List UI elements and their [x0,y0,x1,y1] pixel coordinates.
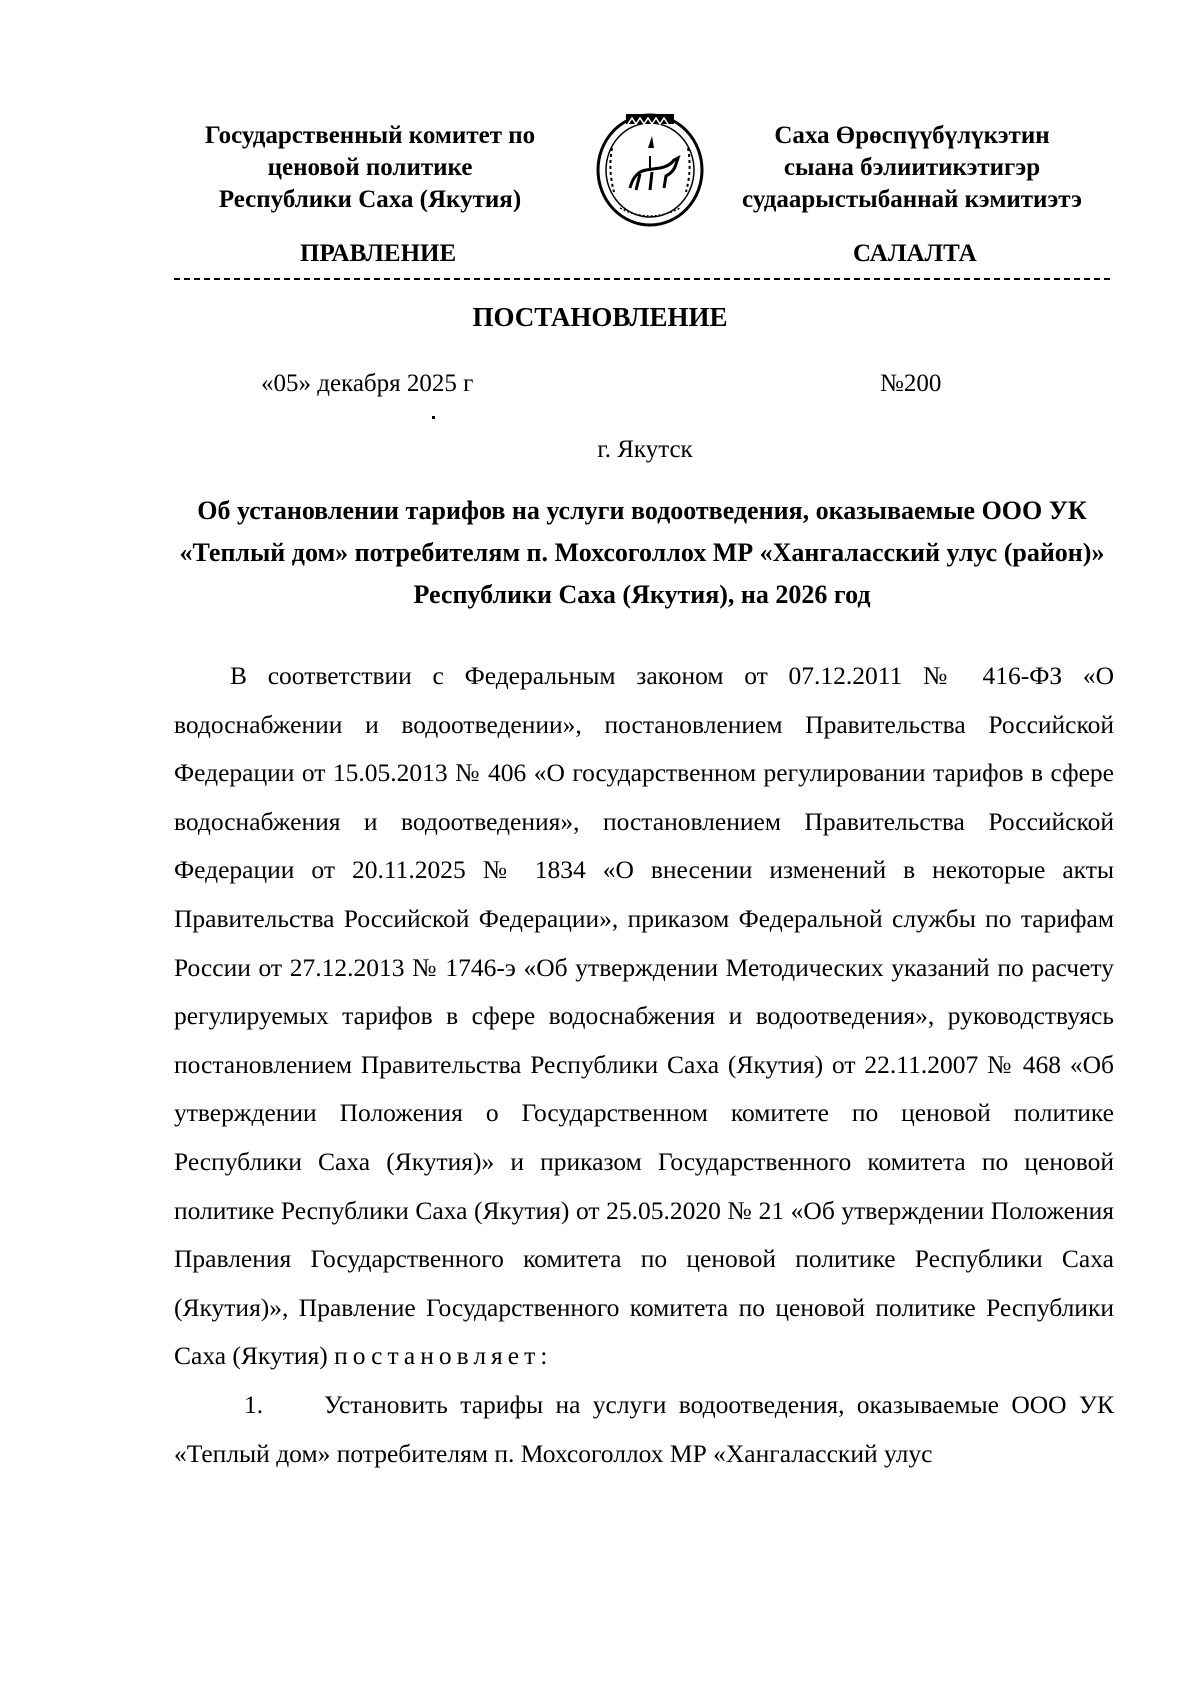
resolves-text: постановляет: [334,1341,553,1371]
document-body [174,652,1114,1478]
document-city: г. Якутск [597,436,693,463]
header-right-line: Саха Өрөспүүбүлүкэтин [774,122,1050,149]
header-left-line: ценовой политике [267,154,473,181]
item-1-text: Установить тарифы на услуги водоотведения, оказываемые ООО УК «Теплый дом» потребителям п. Мохсоголлох МР «Хангаласский улус [174,1389,1114,1468]
item-1-paragraph [174,1381,1114,1478]
stray-dot [432,416,435,419]
department-right: САЛАЛТА [853,240,977,267]
document-date: «05» декабря 2025 г [261,370,474,397]
preamble-text: В соответствии с Федеральным законом от 07.12.2011 № 416-ФЗ «О водоснабжении и водоотведении», постановлением Правительства Российской Федерации от 15.05.2013 № 406 «О государственном регулировании тарифов в сфере водоснабжения и водоотведения», постановлением Правительства Российской Федерации от 20.11.2025 № 1834 «О внесении изменений в некоторые акты Правительства Российской Федерации», приказом Федеральной службы по тарифам России от 27.12.2013 № 1746-э «Об утверждении Методических указаний по расчету регулируемых тарифов в сфере водоснабжения и водоотведения», руководствуясь постановлением Правительства Республики Саха (Якутия) от 22.11.2007 № 468 «Об утверждении Положения о Государственном комитете по ценовой политике Республики Саха (Якутия)» и приказом Государственного комитета по ценовой политике Республики Саха (Якутия) от 25.05.2020 № 21 «Об утверждении Положения Правления Государственного комитета по ценовой политике Республики Саха (Якутия)», Правление Государственного комитета по ценовой политике Республики Саха (Якутия) [174,661,1114,1371]
department-left: ПРАВЛЕНИЕ [300,240,457,267]
item-1-number: 1. [244,1389,264,1419]
preamble-paragraph [174,652,1114,1381]
header-left-line: Государственный комитет по [204,122,536,149]
header-divider [174,278,1110,280]
header-right-line: сыана бэлиитикэтигэр [783,154,1041,181]
header-left-line: Республики Саха (Якутия) [218,186,522,213]
document-number: №200 [880,370,942,397]
sakha-republic-emblem-icon [590,108,710,230]
header-left-agency-name [180,120,560,216]
header-right-agency-name [712,120,1112,216]
header-right-line: судаарыстыбаннай кэмитиэтэ [742,186,1082,213]
document-title: Об установлении тарифов на услуги водоотведения, оказываемые ООО УК «Теплый дом» потребителям п. Мохсоголлох МР «Хангаласский улус (район)» Республики Саха (Якутия), на 2026 год [179,496,1105,609]
document-type: ПОСТАНОВЛЕНИЕ [472,302,728,332]
